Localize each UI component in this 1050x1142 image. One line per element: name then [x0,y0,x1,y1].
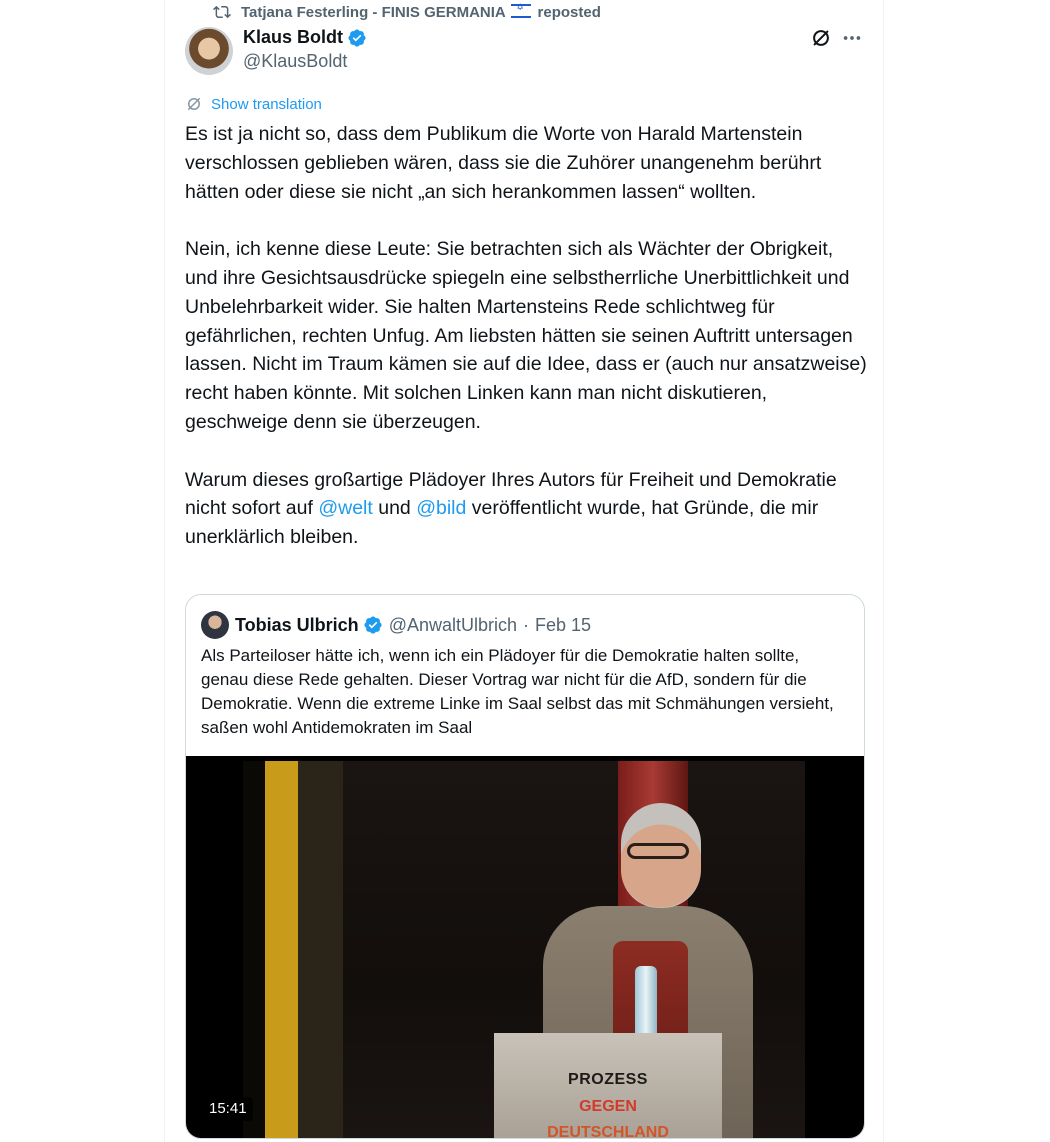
author-handle[interactable]: @KlausBoldt [243,51,348,71]
video-duration-badge: 15:41 [203,1097,253,1121]
grok-icon[interactable] [810,27,832,49]
more-options-icon[interactable] [841,27,863,49]
tweet-paragraph-3-part-3: veröffentlicht wurde, hat Gründe, die mir unerklärlich bleiben. [185,497,819,549]
speaker-glasses-image [627,843,689,859]
show-translation-link[interactable] [185,95,322,113]
tweet-paragraph-3 [185,466,870,552]
quoted-separator: · [523,614,529,635]
video-thumbnail [243,761,805,1139]
mention-bild[interactable]: @bild [416,497,467,520]
tweet-paragraph-2: Nein, ich kenne diese Leute: Sie betrachten sich als Wächter der Obrigkeit, und ihre Gesichtsausdrücke spiegeln eine selbstherrliche Unerbittlichkeit und Unbelehrbarkeit wider. Sie halten Martensteins Rede schlichtweg für gefährlichen, rechten Unfug. Am liebsten hätten sie seinen Auftritt untersagen lassen. Nicht im Traum kämen sie auf die Idee, dass er (auch nur ansatzweise) recht haben könnte. Mit solchen Linken kann man nicht diskutieren, geschweige denn sie überzeugen. [185,238,867,433]
podium-text-line-1: PROZESS [568,1071,648,1088]
tweet-container [164,0,884,1142]
repost-indicator[interactable] [213,2,601,22]
repost-label: reposted [537,3,601,21]
repost-user-name[interactable]: Tatjana Festerling - FINIS GERMANIA [241,3,506,21]
tweet-paragraph-1: Es ist ja nicht so, dass dem Publikum die Worte von Harald Martenstein verschlossen geblieben wären, dass sie die Zuhörer unangenehm berührt hätten oder diese sie nicht „an sich herankommen lassen“ wollten. [185,123,822,203]
author-name[interactable]: Klaus Boldt [243,27,344,47]
yellow-flag-image [243,761,343,1139]
tweet-paragraph-3-part-2: und [372,497,417,520]
mention-welt[interactable]: @welt [318,497,373,520]
tweet-body [185,120,870,552]
israel-flag-icon [511,4,531,18]
podium-text-line-3: DEUTSCHLAND [547,1124,669,1139]
quoted-author-name[interactable]: Tobias Ulbrich [235,614,359,635]
quoted-tweet-card[interactable] [185,594,865,1139]
quoted-author-handle[interactable]: @AnwaltUlbrich [388,614,517,635]
podium-text-line-2: GEGEN [579,1098,637,1115]
podium-image [494,1033,722,1139]
verified-badge-icon [347,28,367,48]
video-player[interactable] [186,756,864,1139]
repost-icon [213,3,231,21]
quoted-tweet-header [201,610,591,640]
quoted-author-avatar[interactable] [201,611,229,639]
tweet-paragraph-3-part-1: Warum dieses großartige Plädoyer Ihres Autors für Freiheit und Demokratie nicht sofort auf [185,468,837,520]
show-translation-label[interactable]: Show translation [211,95,322,113]
translate-icon [185,95,203,113]
water-bottle-image [635,966,657,1041]
author-name-row[interactable] [243,27,367,48]
quoted-verified-badge-icon [363,615,383,635]
author-avatar[interactable] [185,27,233,75]
quoted-tweet-text: Als Parteiloser hätte ich, wenn ich ein Plädoyer für die Demokratie halten sollte, genau diese Rede gehalten. Dieser Vortrag war nicht für die AfD, sondern für die Demokratie. Wenn die extreme Linke im Saal selbst das mit Schmähungen versieht, saßen wohl Antidemokraten im Saal [201,646,834,737]
quoted-tweet-date[interactable]: Feb 15 [535,614,592,635]
